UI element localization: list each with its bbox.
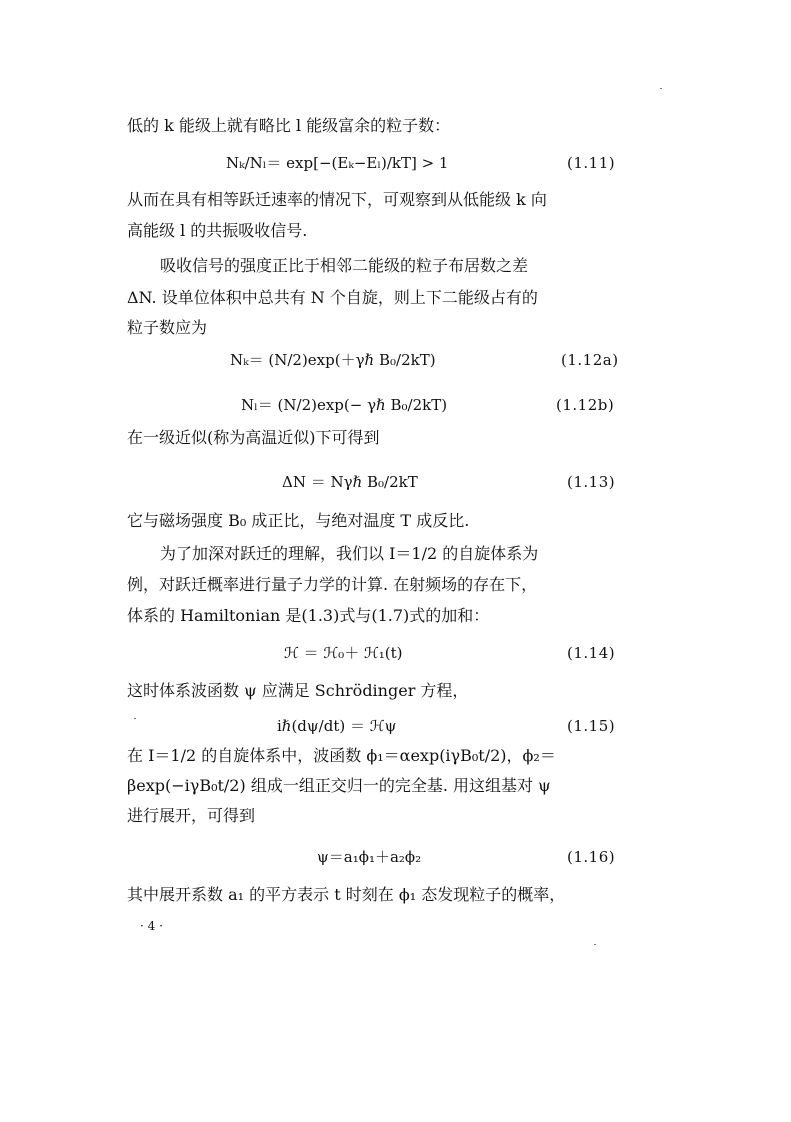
text-line: 在 I＝1/2 的自旋体系中，波函数 ϕ₁＝αexp(iγB₀t/2)，ϕ₂＝ [127, 746, 556, 765]
page-number: · 4 · [140, 919, 163, 933]
text-line: 这时体系波函数 ψ 应满足 Schrödinger 方程， [127, 681, 469, 700]
text-line: 它与磁场强度 B₀ 成正比，与绝对温度 T 成反比. [127, 511, 470, 530]
text-line: ΔN. 设单位体积中总共有 N 个自旋，则上下二能级占有的 [127, 288, 538, 307]
text-line: 为了加深对跃迁的理解，我们以 I＝1/2 的自旋体系为 [160, 544, 539, 563]
text-line: βexp(−iγB₀t/2) 组成一组正交归一的完全基. 用这组基对 ψ [127, 776, 551, 795]
equation-1-16: ψ＝a₁ϕ₁＋a₂ϕ₂ [317, 848, 422, 866]
equation-1-15: iℏ(dψ/dt) ＝ ℋψ [277, 717, 397, 735]
equation-number: (1.12a) [561, 351, 619, 369]
equation-number: (1.15) [567, 717, 616, 735]
equation-number: (1.16) [567, 848, 616, 866]
scan-speck [660, 88, 662, 89]
equation-number: (1.12b) [556, 396, 615, 414]
scan-speck [134, 718, 136, 719]
text-line: 体系的 Hamiltonian 是(1.3)式与(1.7)式的加和： [127, 606, 490, 625]
equation-1-12a: Nₖ＝ (N/2)exp(＋γℏ B₀/2kT) [230, 351, 436, 369]
equation-1-13: ΔN ＝ Nγℏ B₀/2kT [282, 473, 418, 491]
text-line: 例，对跃迁概率进行量子力学的计算. 在射频场的存在下， [127, 575, 538, 594]
text-line: 低的 k 能级上就有略比 l 能级富余的粒子数： [127, 116, 451, 135]
text-line: 粒子数应为 [127, 318, 208, 337]
text-line: 其中展开系数 a₁ 的平方表示 t 时刻在 ϕ₁ 态发现粒子的概率， [127, 885, 566, 904]
equation-1-11: Nₖ/Nₗ＝ exp[−(Eₖ−Eₗ)/kT] > 1 [226, 154, 449, 172]
equation-number: (1.13) [567, 473, 616, 491]
equation-1-14: ℋ ＝ ℋ₀＋ ℋ₁(t) [284, 644, 403, 662]
text-line: 从而在具有相等跃迁速率的情况下，可观察到从低能级 k 向 [127, 190, 547, 209]
text-line: 吸收信号的强度正比于相邻二能级的粒子布居数之差 [160, 256, 529, 275]
equation-1-12b: Nₗ＝ (N/2)exp(− γℏ B₀/2kT) [241, 396, 448, 414]
text-line: 高能级 l 的共振吸收信号. [127, 221, 308, 240]
equation-number: (1.14) [567, 644, 616, 662]
scan-speck [594, 944, 596, 945]
text-line: 在一级近似(称为高温近似)下可得到 [127, 428, 380, 447]
text-line: 进行展开，可得到 [127, 806, 256, 825]
equation-number: (1.11) [567, 154, 616, 172]
